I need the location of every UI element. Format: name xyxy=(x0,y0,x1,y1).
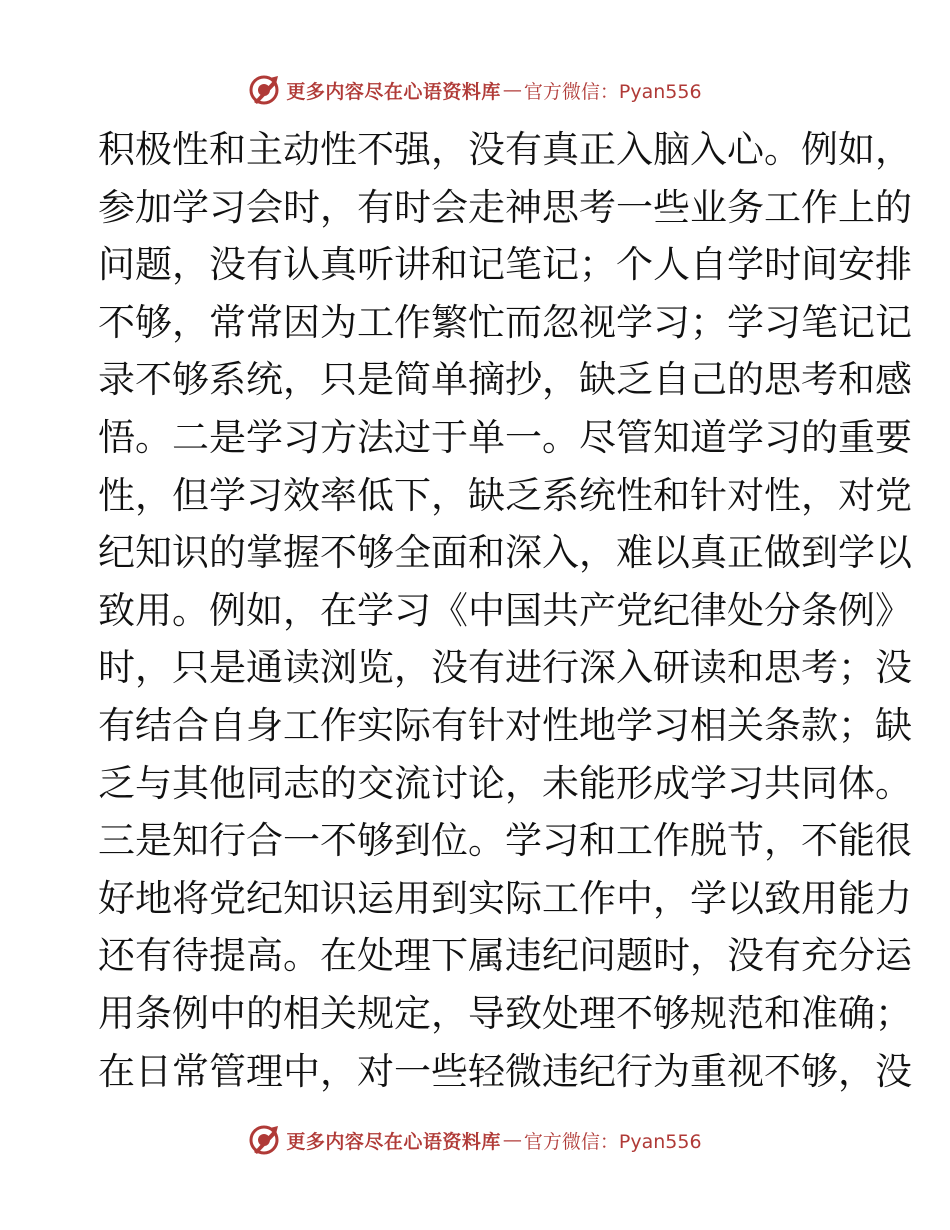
header-banner-dash: — xyxy=(502,79,522,101)
body-line: 致用。例如，在学习《中国共产党纪律处分条例》 xyxy=(98,588,912,632)
footer-banner-text: 更多内容尽在心语资料库 xyxy=(286,1130,501,1153)
header-banner-text: 更多内容尽在心语资料库 xyxy=(286,80,501,103)
body-line: 悟。二是学习方法过于单一。尽管知道学习的重要 xyxy=(98,415,912,459)
body-line: 有结合自身工作实际有针对性地学习相关条款；缺 xyxy=(98,703,912,747)
quill-logo-icon xyxy=(248,1124,280,1156)
body-line: 时，只是通读浏览，没有进行深入研读和思考；没 xyxy=(98,646,912,690)
body-line: 还有待提高。在处理下属违纪问题时，没有充分运 xyxy=(98,934,912,978)
body-line: 乏与其他同志的交流讨论，未能形成学习共同体。 xyxy=(98,761,912,805)
header-banner-contact: 官方微信：Pyan556 xyxy=(523,80,702,103)
body-line: 纪知识的掌握不够全面和深入，难以真正做到学以 xyxy=(98,531,912,575)
footer-banner-contact: 官方微信：Pyan556 xyxy=(523,1130,702,1153)
body-line: 在日常管理中，对一些轻微违纪行为重视不够，没 xyxy=(98,1049,912,1093)
body-line: 性，但学习效率低下，缺乏系统性和针对性，对党 xyxy=(98,473,912,517)
footer-banner-dash: — xyxy=(502,1129,522,1151)
body-line: 录不够系统，只是简单摘抄，缺乏自己的思考和感 xyxy=(98,358,912,402)
body-line: 好地将党纪知识运用到实际工作中，学以致用能力 xyxy=(98,876,912,920)
body-line: 不够，常常因为工作繁忙而忽视学习；学习笔记记 xyxy=(98,300,912,344)
quill-logo-icon xyxy=(248,74,280,106)
body-line: 三是知行合一不够到位。学习和工作脱节，不能很 xyxy=(98,819,912,863)
body-line: 用条例中的相关规定，导致处理不够规范和准确； xyxy=(98,991,912,1035)
body-line: 问题，没有认真听讲和记笔记；个人自学时间安排 xyxy=(98,243,912,287)
footer-banner xyxy=(0,1120,950,1160)
document-body xyxy=(98,121,912,1100)
body-line: 积极性和主动性不强，没有真正入脑入心。例如， xyxy=(98,128,912,171)
header-banner xyxy=(0,70,950,110)
body-line: 参加学习会时，有时会走神思考一些业务工作上的 xyxy=(98,185,912,229)
